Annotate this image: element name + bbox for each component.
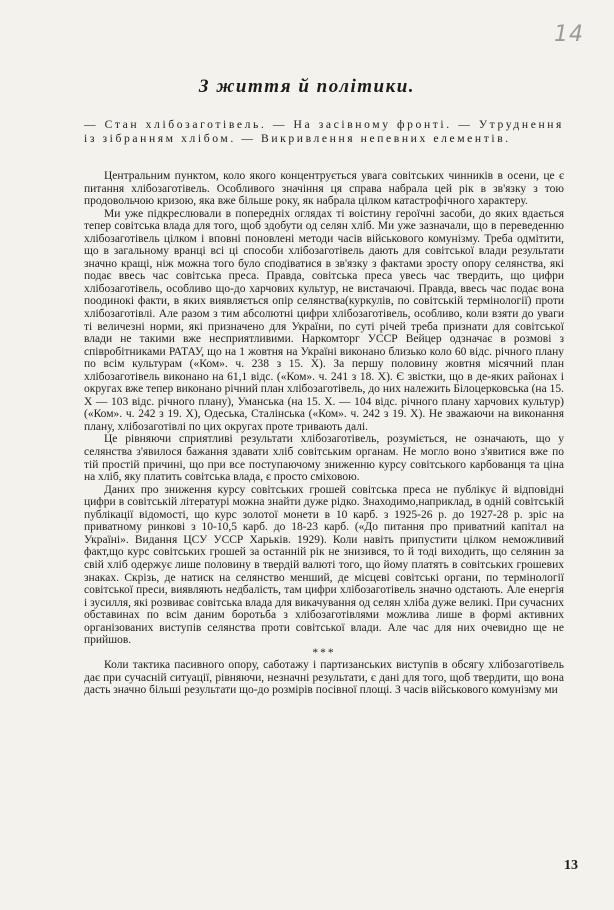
paragraph-4: Даних про зниження курсу совітських грошей совітська преса не публікує й відповідні цифри в совітській літературі можна знайти дуже рідко. Знаходимо,наприклад, в одній совітській публікації відомості, що курс золотої монети в 10 карб. з 1925-26 р. до 1927-28 р. зріс на приватному ринкові з 10-10,5 карб. до 18-23 карб. («До питання про приватний капітал на Україні». Видання ЦСУ УССР Харьків. 1929). Коли навіть припустити цілком неможливий факт,що курс совітських грошей за останній рік не знизився, то й тоді виходить, що селянин за свій хліб одержує лише половину в твердій валюті того, що йому платять в совітських грошевих знаках. Скрізь, де натиск на селянство менший, де місцеві совітські органи, по термінології совітської преси, виявляють недбалість, там цифри хлібозаготівель значно одстають. Але енергія і зусилля, які розвиває совітська влада для викачування од селян хліба дуже великі. При сучасних обставинах по всім даним боротьба з хлібозаготівлями можлива лише в формі активних організованих виступів селянства проти совітської влади. Але час для них очевидно ще не прийшов. xyxy=(84,483,564,647)
section-subtitle: — Стан хлібозаготівель. — На засівному фронті. — Утруднення із зібранням хлібом. — Викривлення непевних елементів. xyxy=(84,118,564,146)
page-number: 13 xyxy=(564,858,578,873)
section-title: З життя й політики. xyxy=(198,76,416,97)
handwritten-page-mark: 14 xyxy=(554,22,584,47)
paragraph-2: Ми уже підкреслювали в попередніх оглядах ті воістину героїчні засоби, до яких вдається тепер совітська влада для того, щоб здобути од селян хліб. Ми уже зазначали, що в переведенню хлібозаготівель цілком і вповні поновлені методи часів військового комунізму. Треба одмітити, що в загальному вранці всі ці способи хлібозаготівель дають для совітської влади результати значно кращі, ніж можна того було сподіватися в зв'язку з фактами зросту опору селянства, які подає ввесь час совітська преса. Правда, совітська преса увесь час твердить, що цифри хлібозаготівель, особливо що-до харчових культур, не вистачаючі. Правда, ввесь час подає вона поодинокі факти, в яких виявляється опір селянства(куркулів, по совітській термінології) проти хлібозаготівлі. Але разом з тим абсолютні цифри хлібозаготівель, особливо, коли взяти до уваги ті величезні норми, які призначено для України, по суті річей треба признати для совітської влади не такими вже несприятливими. Наркомторг УССР Вейцер одзначає в розмові з співробітниками РАТАУ, що на 1 жовтня на Україні виконано близько коло 60 відс. річного плану по всім культурам («Ком». ч. 238 з 15. Х). За першу половину жовтня місячний план хлібозаготівель виконано на 61,1 відс. («Ком». ч. 241 з 18. Х). Є звістки, що в де-яких районах і округах вже тепер виконано річний план хлібозаготівель, до них належить Білоцерковська (на 15. Х — 103 відс. річного плану), Уманська (на 15. Х. — 104 відс. річного плану харчових культур) («Ком». ч. 242 з 19. Х), Одеська, Сталінська («Ком». ч. 242 з 19. Х). Не зважаючи на виконання плану, хлібозаготівлі по цих округах проте тривають далі. xyxy=(84,207,564,433)
paragraph-5: Коли тактика пасивного опору, саботажу і партизанських виступів в обсягу хлібозаготівель дає при сучасній ситуації, рівняючи, незначні результати, є дані для того, щоб твердити, що вона дасть значно більші результати що-до розмірів посівної площі. З часів військового комунізму ми xyxy=(84,659,564,697)
article-body xyxy=(84,170,564,697)
paragraph-1: Центральним пунктом, коло якого концентрується увага совітських чинників в осени, це є питання хлібозаготівель. Особливого значіння ця справа набрала цей рік в зв'язку з тою продовольчою кризою, яка вже більше року, як набрала цілком катастрофічного характеру. xyxy=(84,170,564,208)
paragraph-3: Це рівняючи сприятливі результати хлібозаготівель, розуміється, не означають, що у селянства з'явилося бажання здавати хліб совітським органам. Не могло воно з'явитися вже по тій простій причині, що при все поступаючому зниженню курсу совітського карбованця та ціна на хліб, яку платить совітська влада, є просто сміховою. xyxy=(84,433,564,484)
section-separator: *** xyxy=(312,646,336,659)
